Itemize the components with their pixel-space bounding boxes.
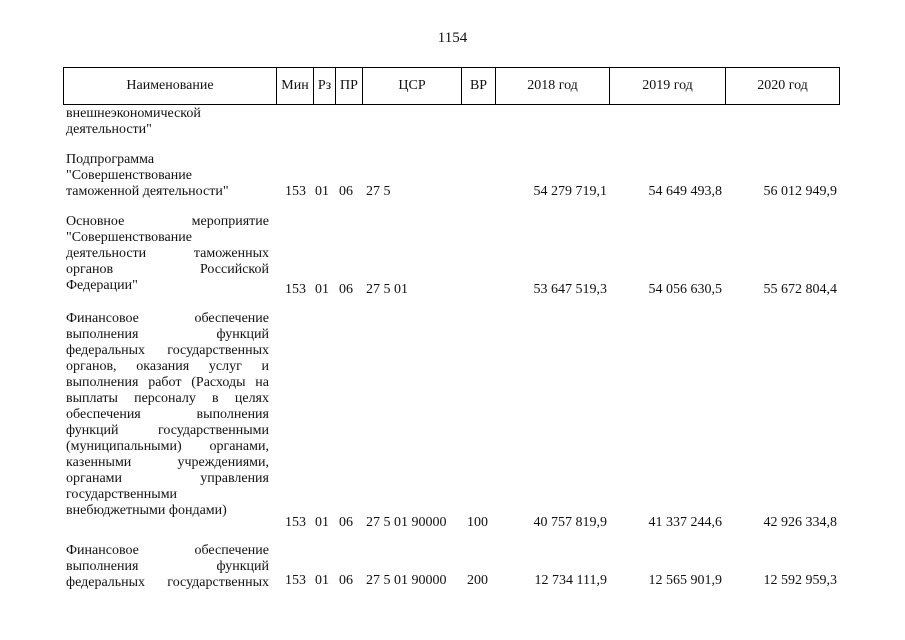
column-header-name: Наименование <box>64 68 277 104</box>
column-header-vr: ВР <box>462 68 496 104</box>
column-header-rz: Рз <box>314 68 336 104</box>
cell-rz: 01 <box>315 184 329 199</box>
name-line: федеральных государственных <box>66 575 269 590</box>
cell-csr: 27 5 01 90000 <box>366 573 447 588</box>
cell-pr: 06 <box>339 573 353 588</box>
cell-2018: 40 757 819,9 <box>533 515 607 530</box>
name-line: выполнения функций <box>66 559 269 574</box>
page-number: 1154 <box>437 30 468 46</box>
cell-pr: 06 <box>339 515 353 530</box>
name-line: внешнеэкономической <box>66 106 201 121</box>
cell-2018: 54 279 719,1 <box>533 184 607 199</box>
cell-pr: 06 <box>339 282 353 297</box>
name-line: (муниципальными) органами, <box>66 439 269 454</box>
row-name <box>66 311 269 519</box>
cell-csr: 27 5 <box>366 184 391 199</box>
name-line: Финансовое обеспечение <box>66 311 269 326</box>
cell-rz: 01 <box>315 282 329 297</box>
cell-2019: 41 337 244,6 <box>648 515 722 530</box>
name-line: "Совершенствование <box>66 230 192 245</box>
cell-2019: 12 565 901,9 <box>648 573 722 588</box>
column-header-2020: 2020 год <box>757 78 808 93</box>
name-line: "Совершенствование <box>66 168 192 183</box>
name-line: выполнения функций <box>66 327 269 342</box>
cell-csr: 27 5 01 <box>366 282 408 297</box>
cell-2020: 56 012 949,9 <box>763 184 837 199</box>
name-line: выплаты персоналу в целях <box>66 391 269 406</box>
column-header-2018: 2018 год <box>496 68 610 104</box>
cell-rz: 01 <box>315 515 329 530</box>
cell-2018: 53 647 519,3 <box>533 282 607 297</box>
cell-rz: 01 <box>315 573 329 588</box>
name-line: выполнения работ (Расходы на <box>66 375 269 390</box>
cell-2019: 54 056 630,5 <box>648 282 722 297</box>
name-line: Подпрограмма <box>66 152 155 167</box>
name-line: органов, оказания услуг и <box>66 359 269 374</box>
name-line: обеспечения выполнения <box>66 407 269 422</box>
name-line: деятельности таможенных <box>66 246 269 261</box>
row-name <box>66 214 269 294</box>
name-line: федеральных государственных <box>66 343 269 358</box>
name-line: государственными <box>66 487 178 502</box>
column-header-min: Мин <box>277 68 314 104</box>
cell-vr: 100 <box>467 515 488 530</box>
column-header-2019: 2019 год <box>610 68 726 104</box>
column-header-pr: ПР <box>336 68 363 104</box>
name-line: органами управления <box>66 471 269 486</box>
name-line: деятельности" <box>66 122 152 137</box>
cell-2020: 42 926 334,8 <box>763 515 837 530</box>
cell-2020: 12 592 959,3 <box>763 573 837 588</box>
cell-min: 153 <box>285 282 306 297</box>
row-name <box>66 543 269 591</box>
name-line: Федерации" <box>66 278 138 293</box>
name-line: функций государственными <box>66 423 269 438</box>
cell-2020: 55 672 804,4 <box>763 282 837 297</box>
cell-vr: 200 <box>467 573 488 588</box>
row-name <box>66 106 269 138</box>
cell-2019: 54 649 493,8 <box>648 184 722 199</box>
table-header <box>63 67 840 105</box>
name-line: Основное мероприятие <box>66 214 269 229</box>
name-line: внебюджетными фондами) <box>66 503 227 518</box>
name-line: таможенной деятельности" <box>66 184 229 199</box>
cell-csr: 27 5 01 90000 <box>366 515 447 530</box>
cell-min: 153 <box>285 184 306 199</box>
name-line: Финансовое обеспечение <box>66 543 269 558</box>
cell-min: 153 <box>285 573 306 588</box>
row-name <box>66 152 269 200</box>
column-header-csr: ЦСР <box>363 68 462 104</box>
name-line: органов Российской <box>66 262 269 277</box>
name-line: казенными учреждениями, <box>66 455 269 470</box>
cell-min: 153 <box>285 515 306 530</box>
cell-2018: 12 734 111,9 <box>534 573 607 588</box>
cell-pr: 06 <box>339 184 353 199</box>
